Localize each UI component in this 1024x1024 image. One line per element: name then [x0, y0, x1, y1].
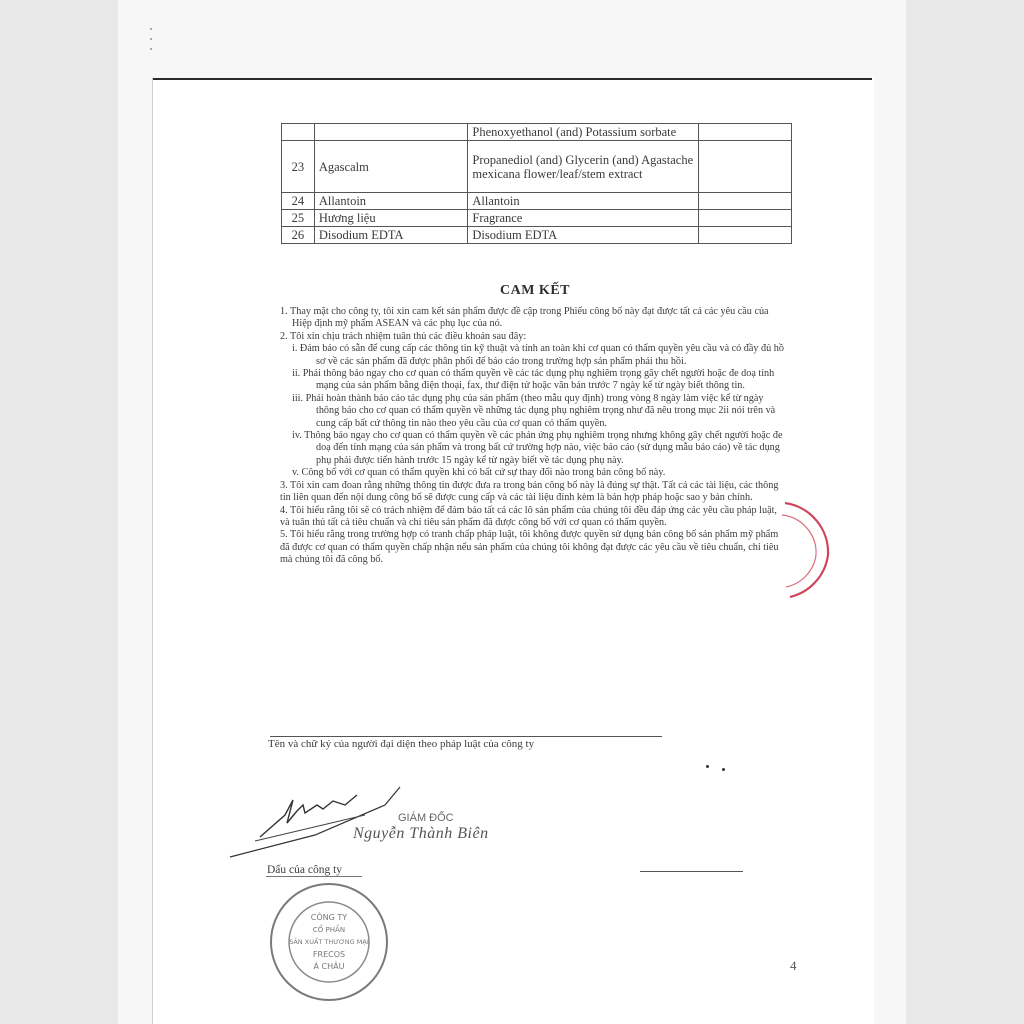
ingredients-table [281, 123, 792, 244]
table-row [282, 124, 792, 141]
commitment-sub-i: i. Đảm bảo có sẵn để cung cấp các thông tin kỹ thuật và tính an toàn khi cơ quan có thẩm quyền yêu cầu và có đầy đủ hồ sơ về các sản phẩm đã được phân phối để báo cáo trong trường hợp sản phẩm phải thu hồi. [292, 343, 784, 367]
company-seal-stamp [266, 880, 396, 1002]
inci-name: Allantoin [468, 193, 699, 210]
left-border [152, 78, 153, 1024]
commitment-sub-v: v. Công bố với cơ quan có thẩm quyền khi có bất cứ sự thay đổi nào trong bản công bố này. [292, 467, 666, 479]
page-number: 4 [790, 958, 797, 973]
inci-name: Disodium EDTA [468, 227, 699, 244]
signature-label: Tên và chữ ký của người đại diện theo pháp luật của công ty [268, 738, 535, 750]
table-row [282, 227, 792, 244]
scan-dots [150, 28, 154, 64]
handwritten-signature [225, 775, 405, 865]
top-border [152, 78, 872, 80]
ingredient-name: Disodium EDTA [314, 227, 468, 244]
commitment-text [268, 306, 788, 567]
commitment-sub-iv: iv. Thông báo ngay cho cơ quan có thẩm quyền về các phản ứng phụ nghiêm trọng nhưng không gây chết người hoặc đe doạ đến tính mạng của sản phẩm và trong bất cứ trường hợp nào, việc báo cáo (sử dụng mẫu báo cáo) về tác dụng phụ phải được tiến hành trước 15 ngày kể từ ngày biết về tác dụng phụ này. [292, 430, 783, 466]
empty-cell [699, 210, 792, 227]
empty-cell [699, 227, 792, 244]
row-number: 25 [282, 210, 315, 227]
svg-text:Á CHÂU: Á CHÂU [313, 962, 345, 971]
signature-line [270, 736, 662, 737]
empty-cell [699, 141, 792, 193]
empty-cell [699, 124, 792, 141]
commitment-item-4: 4. Tôi hiểu rằng tôi sẽ có trách nhiệm để đảm bảo tất cả các lô sản phẩm của chúng tôi đều đáp ứng các yêu cầu pháp luật, và tuân thủ tất cả tiêu chuẩn và chỉ tiêu sản phẩm đã được công bố với cơ quan có thẩm quyền. [280, 504, 777, 528]
svg-text:CỔ PHẦN: CỔ PHẦN [312, 926, 346, 934]
row-number: 23 [282, 141, 315, 193]
ingredient-name: Allantoin [314, 193, 468, 210]
ingredient-name: Hương liệu [314, 210, 468, 227]
ingredient-name: Agascalm [314, 141, 468, 193]
position-label: GIÁM ĐỐC [398, 812, 454, 824]
commitment-item-3: 3. Tôi xin cam đoan rằng những thông tin được đưa ra trong bản công bố này là đúng sự thật. Tất cả các tài liệu, các thông tin liên quan đến nội dung công bố sẽ được cung cấp và các tài liệu đính kèm là bản hợp pháp hoặc sao y bản chính. [280, 479, 779, 504]
section-title: CAM KẾT [500, 283, 570, 298]
svg-text:SẢN XUẤT THƯƠNG MẠI: SẢN XUẤT THƯƠNG MẠI [289, 938, 369, 946]
commitment-item-1: 1. Thay mặt cho công ty, tôi xin cam kết sản phẩm được đề cập trong Phiếu công bố này đạt được tất cả các yêu cầu của Hiệp định mỹ phẩm ASEAN và các phụ lục của nó. [280, 306, 769, 330]
scan-speck [722, 768, 725, 771]
seal-line [266, 876, 362, 877]
table-row [282, 210, 792, 227]
scan-speck [706, 765, 709, 768]
commitment-sub-iii: iii. Phải hoàn thành báo cáo tác dụng phụ của sản phẩm (theo mẫu quy định) trong vòng 8 ngày làm việc kể từ ngày thông báo cho cơ quan có thẩm quyền về những tác dụng phụ nghiêm trọng như đã nêu trong mục 2ii nói trên và cung cấp bất cứ thông tin nào theo yêu cầu của cơ quan có thẩm quyền. [292, 392, 776, 429]
svg-text:FRECOS: FRECOS [312, 950, 346, 959]
row-number: 24 [282, 193, 315, 210]
inci-name: Propanediol (and) Glycerin (and) Agastache mexicana flower/leaf/stem extract [468, 141, 699, 193]
inci-name: Fragrance [468, 210, 699, 227]
commitment-item-2: 2. Tôi xin chịu trách nhiệm tuân thủ các điều khoản sau đây: [280, 330, 527, 342]
signer-name: Nguyễn Thành Biên [353, 825, 489, 842]
row-number [282, 124, 315, 141]
table-row [282, 193, 792, 210]
table-row [282, 141, 792, 193]
red-seal-stamp [780, 495, 840, 605]
row-number: 26 [282, 227, 315, 244]
empty-cell [699, 193, 792, 210]
short-line [640, 871, 743, 872]
seal-label: Dấu của công ty [267, 864, 343, 876]
ingredient-name [314, 124, 468, 141]
svg-text:CÔNG TY: CÔNG TY [310, 913, 348, 922]
commitment-sub-ii: ii. Phải thông báo ngay cho cơ quan có thẩm quyền về các tác dụng phụ nghiêm trọng gây chết người hoặc đe doạ tính mạng của sản phẩm bằng điện thoại, fax, thư điện tử hoặc văn bản trước 7 ngày kể từ ngày biết thông tin. [292, 368, 775, 392]
inci-name: Phenoxyethanol (and) Potassium sorbate [468, 124, 699, 141]
commitment-item-5: 5. Tôi hiểu rằng trong trường hợp có tranh chấp pháp luật, tôi không được quyền sử dụng bản công bố sản phẩm mỹ phẩm đã được cơ quan có thẩm quyền chấp nhận nếu sản phẩm của chúng tôi không đạt được các yêu cầu về tiêu chuẩn, chỉ tiêu mà chúng tôi đã công bố. [280, 529, 779, 566]
